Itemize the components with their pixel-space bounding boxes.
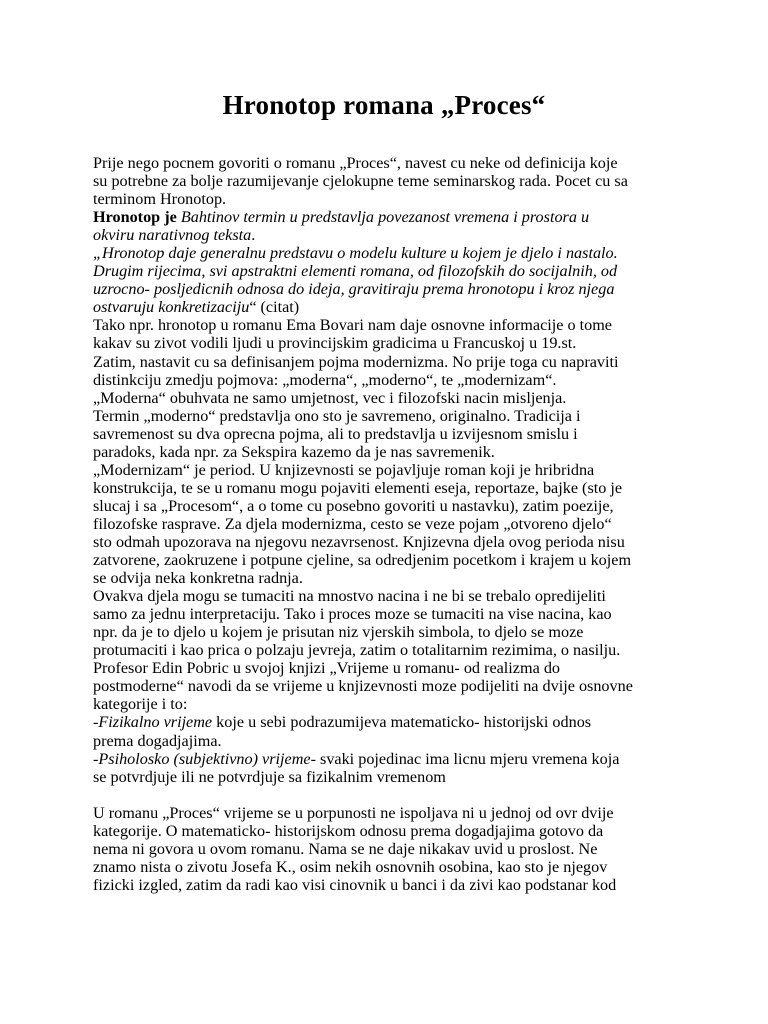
text-line [93, 443, 683, 461]
text-run: terminom Hronotop. [93, 190, 227, 209]
text-line [93, 208, 683, 226]
text-run: „Modernizam“ je period. U knjizevnosti se pojavljuje roman koji je hribridna [93, 460, 595, 479]
text-run: distinkciju zmedju pojmova: „moderna“, „moderno“, te „modernizam“. [93, 370, 557, 389]
text-line [93, 533, 683, 551]
text-run: znamo nista o zivotu Josefa K., osim nekih osnovnih osobina, kao sto je njegov [93, 857, 608, 876]
text-line [93, 822, 683, 840]
text-line [93, 551, 683, 569]
text-run: - [93, 749, 99, 768]
text-run: konstrukcija, te se u romanu mogu pojaviti elementi eseja, reportaze, bajke (sto je [93, 478, 623, 497]
text-line [93, 371, 683, 389]
text-line [93, 461, 683, 479]
text-run: Hronotop je [93, 208, 181, 227]
text-run: - svaki pojedinac ima licnu mjeru vremena koja [310, 749, 620, 768]
text-line [93, 605, 683, 623]
text-line [93, 677, 683, 695]
text-run: kategorije i to: [93, 695, 188, 714]
text-line [93, 732, 683, 750]
text-line [93, 389, 683, 407]
text-run: U romanu „Proces“ vrijeme se u porpunosti ne ispoljava ni u jednoj od ovr dvije [93, 803, 614, 822]
text-run: . [251, 226, 256, 245]
text-run: prema dogadjajima. [93, 731, 222, 750]
text-run: su potrebne za bolje razumijevanje cjelokupne teme seminarskog rada. Pocet cu sa [93, 172, 628, 191]
document-title: Hronotop romana „Proces“ [222, 90, 546, 120]
document-body [93, 154, 683, 894]
text-run: okviru narativnog teksta [93, 226, 252, 245]
text-line [93, 695, 683, 713]
text-line [93, 262, 683, 280]
text-run: Prije nego pocnem govoriti o romanu „Proces“, navest cu neke od definicija koje [93, 154, 618, 172]
text-line [93, 190, 683, 208]
text-line [93, 425, 683, 443]
text-line [93, 515, 683, 533]
text-line [93, 768, 683, 786]
text-run: se potvrdjuje ili ne potvrdjuje sa fizikalnim vremenom [93, 767, 446, 786]
text-line [93, 316, 683, 334]
text-line [93, 569, 683, 587]
text-line [93, 804, 683, 822]
text-run: se odvija neka konkretna radnja. [93, 569, 303, 588]
text-line [93, 750, 683, 768]
text-run: koje u sebi podrazumijeva matematicko- historijski odnos [212, 713, 592, 732]
text-line [93, 298, 683, 316]
text-run: zatvorene, zaokruzene i potpune cjeline, sa odredjenim pocetkom i krajem u kojem [93, 551, 632, 570]
text-line [93, 497, 683, 515]
text-run: Drugim rijecima, svi apstraktni elementi romana, od filozofskih do socijalnih, od [93, 262, 618, 281]
text-run: fizicki izgled, zatim da radi kao visi cinovnik u banci i da zivi kao podstanar kod [93, 875, 617, 894]
text-run: paradoks, kada npr. za Sekspira kazemo da je nas savremenik. [93, 442, 495, 461]
text-line [93, 226, 683, 244]
text-line [93, 623, 683, 641]
text-run: Profesor Edin Pobric u svojoj knjizi „Vrijeme u romanu- od realizma do [93, 659, 561, 678]
text-line [93, 244, 683, 262]
text-run: Termin „moderno“ predstavlja ono sto je savremeno, originalno. Tradicija i [93, 406, 581, 425]
text-run: Zatim, nastavit cu sa definisanjem pojma modernizma. No prije toga cu napraviti [93, 352, 619, 371]
text-line [93, 353, 683, 371]
text-line [93, 840, 683, 858]
text-run: samo za jednu interpretaciju. Tako i proces moze se tumaciti na vise nacina, kao [93, 605, 612, 624]
text-run: filozofske rasprave. Za djela modernizma, cesto se veze pojam „otvoreno djelo“ [93, 514, 612, 533]
text-run: Bahtinov termin u predstavlja povezanost vremena i prostora u [180, 208, 590, 227]
text-run: „Moderna“ obuhvata ne samo umjetnost, vec i filozofski nacin misljenja. [93, 388, 567, 407]
text-run: Fizikalno vrijeme [98, 713, 213, 732]
text-run: sto odmah upozorava na njegovu nezavrsenost. Knjizevna djela ovog perioda nisu [93, 532, 625, 551]
text-run: uzrocno- posljedicnih odnosa do ideja, gravitiraju prema hronotopu i kroz njega [93, 280, 615, 299]
text-line [93, 280, 683, 298]
text-line [93, 334, 683, 352]
text-line [93, 172, 683, 190]
text-run: savremenost su dva oprecna pojma, ali to predstavlja u izvijesnom smislu i [93, 424, 578, 443]
text-line [93, 858, 683, 876]
text-line [93, 641, 683, 659]
text-run: slucaj i sa „Procesom“, a o tome cu posebno govoriti u nastavku), zatim poezije, [93, 496, 614, 515]
text-run: protumaciti i kao prica o polzaju jevreja, zatim o totalitarnim rezimima, o nasilju. [93, 641, 621, 660]
text-line [93, 713, 683, 731]
text-run: Tako npr. hronotop u romanu Ema Bovari nam daje osnovne informacije o tome [93, 316, 612, 335]
text-run: nema ni govora u ovom romanu. Nama se ne daje nikakav uvid u proslost. Ne [93, 839, 598, 858]
text-line [93, 479, 683, 497]
text-run: npr. da je to djelo u kojem je prisutan niz vjerskih simbola, to djelo se moze [93, 623, 584, 642]
text-run: “ (citat) [249, 298, 300, 317]
text-run: - [93, 713, 99, 732]
text-line [93, 659, 683, 677]
text-run: postmoderne“ navodi da se vrijeme u knjizevnosti moze podijeliti na dvije osnovne [93, 677, 633, 696]
text-line [93, 407, 683, 425]
text-line [93, 154, 683, 172]
blank-line [93, 786, 683, 804]
text-run: ostvaruju konkretizaciju [93, 298, 250, 317]
text-run: Ovakva djela mogu se tumaciti na mnostvo nacina i ne bi se trebalo opredijeliti [93, 587, 606, 606]
text-run: kakav su zivot vodili ljudi u provincijskim gradicima u Francuskoj u 19.st. [93, 334, 577, 353]
text-run: „Hronotop daje generalnu predstavu o modelu kulture u kojem je djelo i nastalo. [93, 244, 618, 263]
text-run: kategorije. O matematicko- historijskom odnosu prema dogadjajima gotovo da [93, 821, 604, 840]
text-run: Psiholosko (subjektivno) vrijeme [98, 749, 311, 768]
text-line [93, 587, 683, 605]
text-line [93, 876, 683, 894]
